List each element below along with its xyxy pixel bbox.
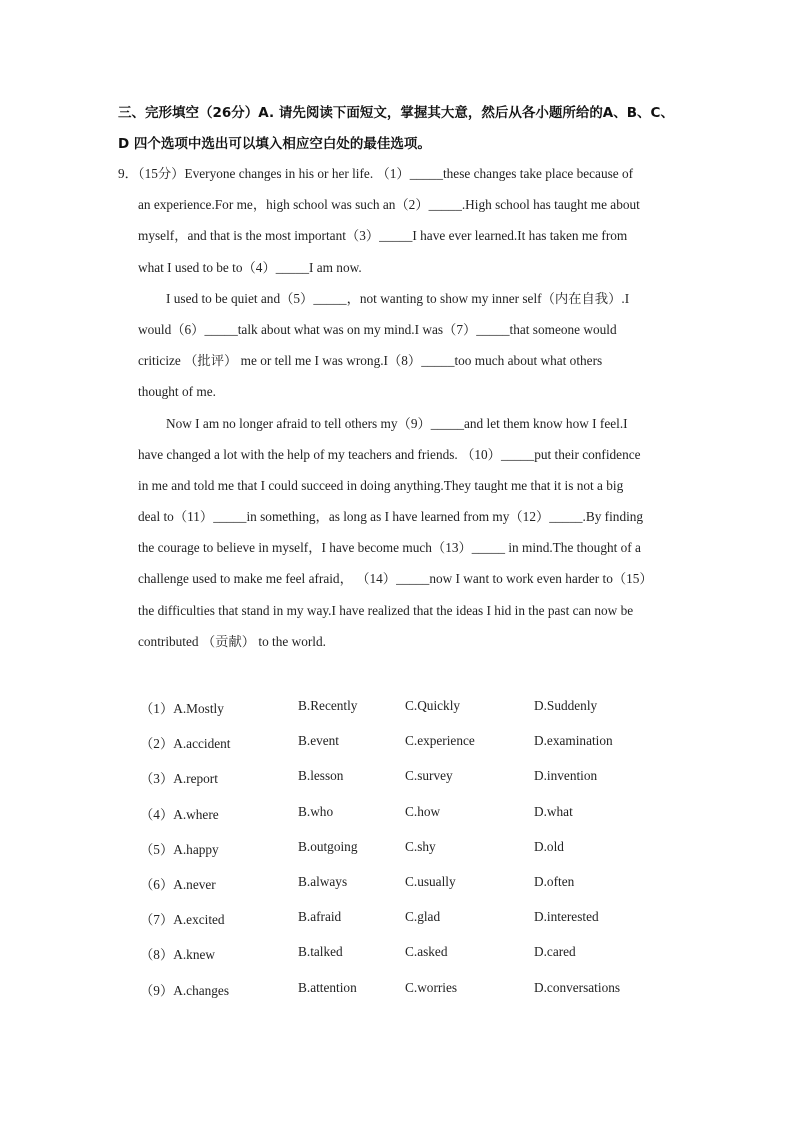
option-row	[140, 690, 700, 725]
option-c: C.worries	[405, 979, 458, 995]
option-b: B.Recently	[298, 698, 358, 713]
option-a: （8）A.knew	[140, 947, 215, 963]
option-row	[140, 831, 700, 866]
passage-line: myself，and that is the most important（3）_____I have ever learned.It has taken me from	[138, 228, 628, 244]
passage-line: the courage to believe in myself，I have become much（13）_____ in mind.The thought of a	[138, 540, 641, 556]
option-d: D.conversations	[534, 979, 621, 995]
option-b: B.always	[298, 873, 348, 889]
option-b: B.talked	[298, 944, 343, 960]
option-b: B.attention	[298, 979, 357, 995]
section-heading: 三、完形填空（26分）A. 请先阅读下面短文，掌握其大意，然后从各小题所给的A、B、C、D 四个选项中选出可以填入相应空白处的最佳选项。	[118, 105, 674, 152]
option-row	[140, 760, 700, 795]
option-row	[140, 866, 700, 901]
option-d: D.Suddenly	[534, 698, 598, 713]
option-a: （5）A.happy	[140, 841, 219, 857]
option-row	[140, 901, 700, 936]
passage-line: would（6）_____talk about what was on my mind.I was（7）_____that someone would	[138, 321, 617, 337]
option-d: D.old	[534, 838, 564, 854]
option-b: B.lesson	[298, 768, 344, 784]
option-d: D.cared	[534, 944, 576, 960]
option-d: D.invention	[534, 768, 598, 784]
option-row	[140, 936, 700, 971]
passage-line: challenge used to make me feel afraid， （14）_____now I want to work even harder to（15）	[138, 571, 653, 587]
option-a: （6）A.never	[140, 876, 216, 892]
option-c: C.experience	[405, 733, 475, 749]
option-b: B.who	[298, 803, 334, 819]
option-c: C.usually	[405, 873, 456, 889]
passage-line: thought of me.	[138, 384, 216, 400]
passage-line: deal to（11）_____in something，as long as I have learned from my（12）_____.By finding	[138, 509, 644, 525]
passage-line: 9．（15分）Everyone changes in his or her life. （1）_____these changes take place because of	[118, 166, 634, 181]
passage-line: in me and told me that I could succeed in doing anything.They taught me that it is not a big	[138, 477, 624, 493]
passage-line: the difficulties that stand in my way.I have realized that the ideas I hid in the past can now be	[138, 602, 634, 618]
option-row	[140, 796, 700, 831]
option-b: B.outgoing	[298, 838, 358, 854]
option-c: C.how	[405, 803, 441, 819]
passage-line: contributed （贡献） to the world.	[138, 633, 326, 649]
passage-line: what I used to be to（4）_____I am now.	[138, 259, 362, 275]
option-b: B.event	[298, 733, 339, 749]
option-c: C.survey	[405, 768, 453, 784]
option-row	[140, 972, 700, 1007]
option-d: D.interested	[534, 909, 599, 925]
option-a: （1）A.Mostly	[140, 701, 224, 716]
passage	[118, 158, 678, 657]
option-c: C.Quickly	[405, 698, 461, 713]
option-d: D.often	[534, 873, 575, 889]
option-d: D.examination	[534, 733, 613, 749]
option-c: C.glad	[405, 909, 441, 925]
option-a: （3）A.report	[140, 771, 218, 787]
option-a: （4）A.where	[140, 806, 219, 822]
option-c: C.shy	[405, 838, 436, 854]
option-row	[140, 725, 700, 760]
passage-line: criticize （批评） me or tell me I was wrong.I（8）_____too much about what others	[138, 353, 603, 369]
option-a: （2）A.accident	[140, 736, 231, 752]
passage-line: an experience.For me，high school was such an（2）_____.High school has taught me about	[138, 197, 640, 213]
option-a: （7）A.excited	[140, 912, 225, 928]
option-d: D.what	[534, 803, 573, 819]
passage-line: I used to be quiet and（5）_____，not wanting to show my inner self（内在自我）.I	[166, 290, 630, 306]
options-table	[140, 690, 700, 1007]
option-c: C.asked	[405, 944, 448, 960]
option-b: B.afraid	[298, 909, 342, 925]
option-a: （9）A.changes	[140, 982, 229, 998]
passage-line: Now I am no longer afraid to tell others my（9）_____and let them know how I feel.I	[166, 415, 628, 431]
passage-line: have changed a lot with the help of my teachers and friends. （10）_____put their confidence	[138, 446, 641, 462]
